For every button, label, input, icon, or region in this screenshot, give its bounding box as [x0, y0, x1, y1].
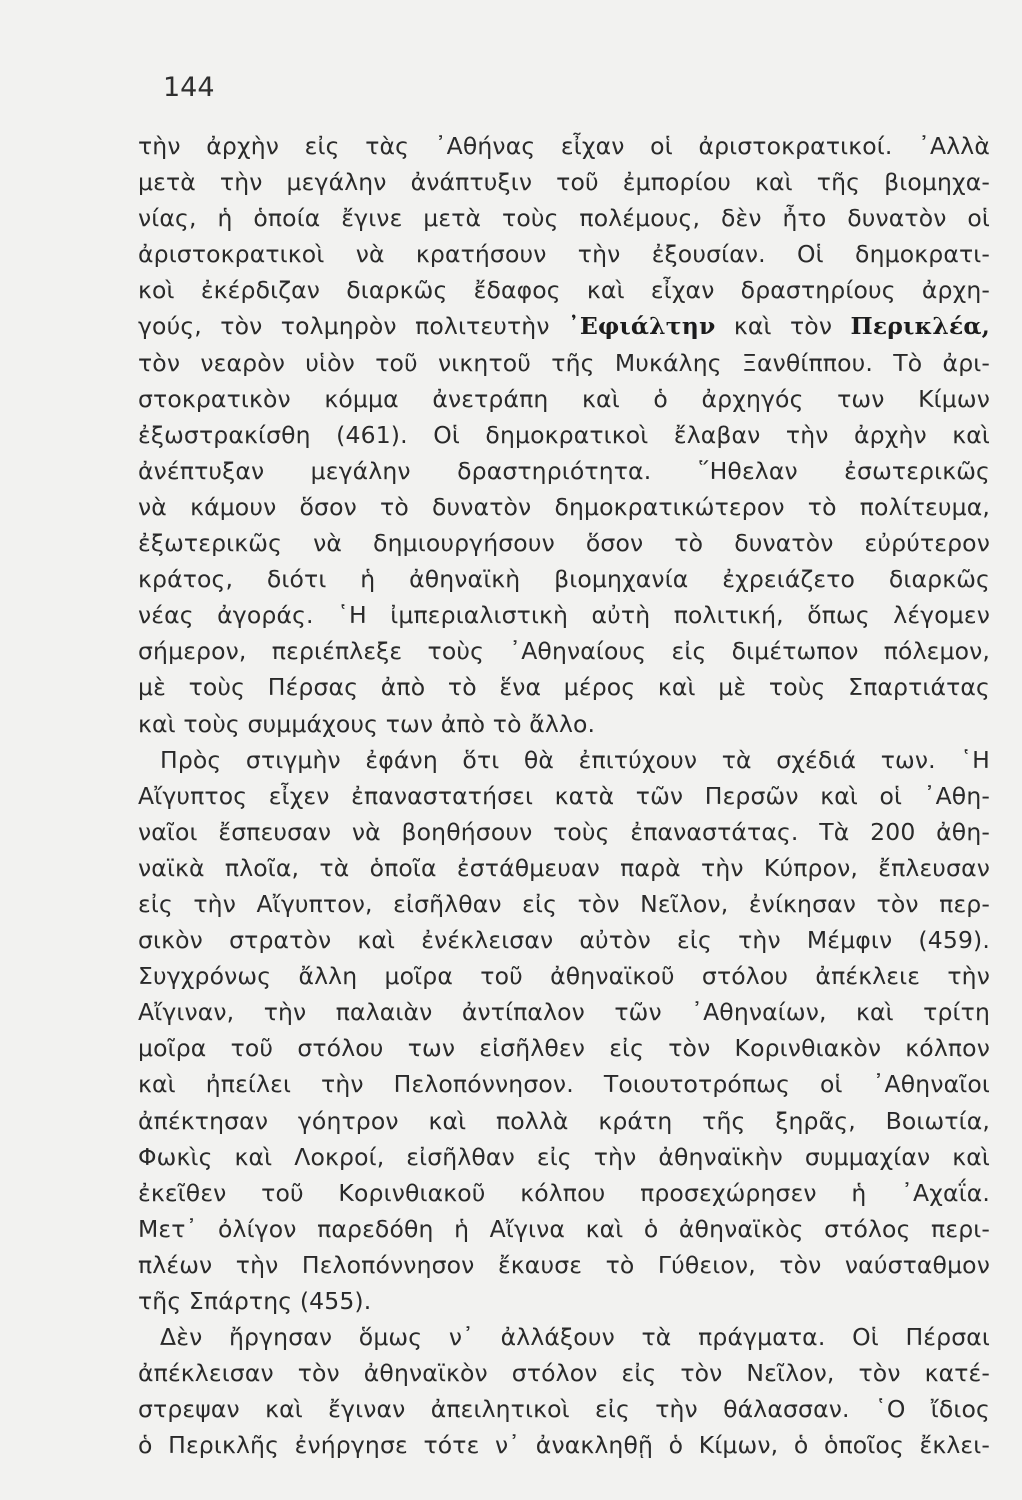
- text-line: στοκρατικὸν κόμμα ἀνετράπη καὶ ὁ ἀρχηγός των Κίμων: [138, 384, 990, 413]
- text-line: μοῖρα τοῦ στόλου των εἰσῆλθεν εἰς τὸν Κορινθιακὸν κόλπον: [138, 1034, 990, 1063]
- text-line: Φωκὶς καὶ Λοκροί, εἰσῆλθαν εἰς τὴν ἀθηναϊκὴν συμμαχίαν καὶ: [138, 1142, 990, 1171]
- text-line: τὴν ἀρχὴν εἰς τὰς ᾿Αθήνας εἶχαν οἱ ἀριστοκρατικοί. ᾿Αλλὰ: [138, 132, 990, 160]
- name-ephialtes: ᾿Εφιάλτην: [568, 312, 716, 341]
- body-text: [138, 128, 990, 1463]
- text-line: νέας ἀγοράς. ῾Η ἰμπεριαλιστικὴ αὐτὴ πολιτική, ὅπως λέγομεν: [138, 601, 990, 630]
- text-line: εἰς τὴν Αἴγυπτον, εἰσῆλθαν εἰς τὸν Νεῖλον, ἐνίκησαν τὸν περ-: [138, 889, 990, 918]
- text-line: κράτος, διότι ἡ ἀθηναϊκὴ βιομηχανία ἐχρειάζετο διαρκῶς: [138, 565, 990, 594]
- text-line: πλέων τὴν Πελοπόννησον ἔκαυσε τὸ Γύθειον, τὸν ναύσταθμον: [138, 1250, 990, 1279]
- text-line: τὸν νεαρὸν υἱὸν τοῦ νικητοῦ τῆς Μυκάλης Ξανθίππου. Τὸ ἀρι-: [138, 348, 990, 377]
- text-line: Μετ᾿ ὀλίγον παρεδόθη ἡ Αἴγινα καὶ ὁ ἀθηναϊκὸς στόλος περι-: [138, 1214, 990, 1243]
- text-run: γούς, τὸν τολμηρὸν πολιτευτὴν: [138, 312, 569, 341]
- text-line: [138, 308, 990, 344]
- text-line: Αἴγυπτος εἶχεν ἐπαναστατήσει κατὰ τῶν Περσῶν καὶ οἱ ᾿Αθη-: [138, 781, 990, 810]
- text-line: Συγχρόνως ἄλλη μοῖρα τοῦ ἀθηναϊκοῦ στόλου ἀπέκλειε τὴν: [138, 962, 990, 991]
- text-line: ἐξωτερικῶς νὰ δημιουργήσουν ὅσον τὸ δυνατὸν εὐρύτερον: [138, 529, 990, 558]
- text-line: Πρὸς στιγμὴν ἐφάνη ὅτι θὰ ἐπιτύχουν τὰ σχέδιά των. ῾Η: [160, 745, 990, 774]
- text-line: ναϊκὰ πλοῖα, τὰ ὁποῖα ἐστάθμευαν παρὰ τὴν Κύπρον, ἔπλευσαν: [138, 853, 990, 882]
- text-line: ἀπέκτησαν γόητρον καὶ πολλὰ κράτη τῆς ξηρᾶς, Βοιωτία,: [138, 1106, 990, 1135]
- text-line: Αἴγιναν, τὴν παλαιὰν ἀντίπαλον τῶν ᾿Αθηναίων, καὶ τρίτη: [138, 998, 990, 1027]
- text-line: νίας, ἡ ὁποία ἔγινε μετὰ τοὺς πολέμους, δὲν ἦτο δυνατὸν οἱ: [138, 204, 990, 233]
- text-line: νὰ κάμουν ὅσον τὸ δυνατὸν δημοκρατικώτερον τὸ πολίτευμα,: [138, 492, 990, 521]
- text-line: καὶ ἠπείλει τὴν Πελοπόννησον. Τοιουτοτρόπως οἱ ᾿Αθηναῖοι: [138, 1070, 990, 1099]
- text-line: ὁ Περικλῆς ἐνήργησε τότε ν᾿ ἀνακληθῇ ὁ Κίμων, ὁ ὁποῖος ἔκλει-: [138, 1431, 990, 1460]
- text-line: σήμερον, περιέπλεξε τοὺς ᾿Αθηναίους εἰς διμέτωπον πόλεμον,: [138, 637, 990, 666]
- text-line: κοὶ ἐκέρδιζαν διαρκῶς ἔδαφος καὶ εἶχαν δραστηρίους ἀρχη-: [138, 276, 990, 305]
- text-line: σικὸν στρατὸν καὶ ἐνέκλεισαν αὐτὸν εἰς τὴν Μέμφιν (459).: [138, 926, 990, 955]
- text-line: μὲ τοὺς Πέρσας ἀπὸ τὸ ἕνα μέρος καὶ μὲ τοὺς Σπαρτιάτας: [138, 673, 990, 702]
- text-line: καὶ τοὺς συμμάχους των ἀπὸ τὸ ἄλλο.: [138, 709, 596, 738]
- text-line: ἐξωστρακίσθη (461). Οἱ δημοκρατικοὶ ἔλαβαν τὴν ἀρχὴν καὶ: [138, 420, 990, 449]
- text-line: μετὰ τὴν μεγάλην ἀνάπτυξιν τοῦ ἐμπορίου καὶ τῆς βιομηχα-: [138, 168, 990, 197]
- text-line: ἐκεῖθεν τοῦ Κορινθιακοῦ κόλπου προσεχώρησεν ἡ ᾿Αχαΐα.: [138, 1178, 990, 1207]
- text-line: ἀνέπτυξαν μεγάλην δραστηριότητα. ῞Ηθελαν ἐσωτερικῶς: [138, 456, 990, 485]
- text-line: ἀπέκλεισαν τὸν ἀθηναϊκὸν στόλον εἰς τὸν Νεῖλον, τὸν κατέ-: [138, 1359, 990, 1388]
- text-line: ναῖοι ἔσπευσαν νὰ βοηθήσουν τοὺς ἐπαναστάτας. Τὰ 200 ἀθη-: [138, 817, 990, 846]
- text-line: στρεψαν καὶ ἔγιναν ἀπειλητικοὶ εἰς τὴν θάλασσαν. ῾Ο ἴδιος: [138, 1395, 990, 1424]
- text-run: καὶ τὸν: [715, 312, 851, 341]
- page-number: 144: [163, 72, 215, 103]
- text-line: Δὲν ἤργησαν ὅμως ν᾿ ἀλλάξουν τὰ πράγματα. Οἱ Πέρσαι: [160, 1323, 990, 1352]
- text-line: τῆς Σπάρτης (455).: [138, 1287, 372, 1315]
- text-line: ἀριστοκρατικοὶ νὰ κρατήσουν τὴν ἐξουσίαν. Οἱ δημοκρατι-: [138, 240, 990, 269]
- name-pericles: Περικλέα,: [850, 312, 990, 341]
